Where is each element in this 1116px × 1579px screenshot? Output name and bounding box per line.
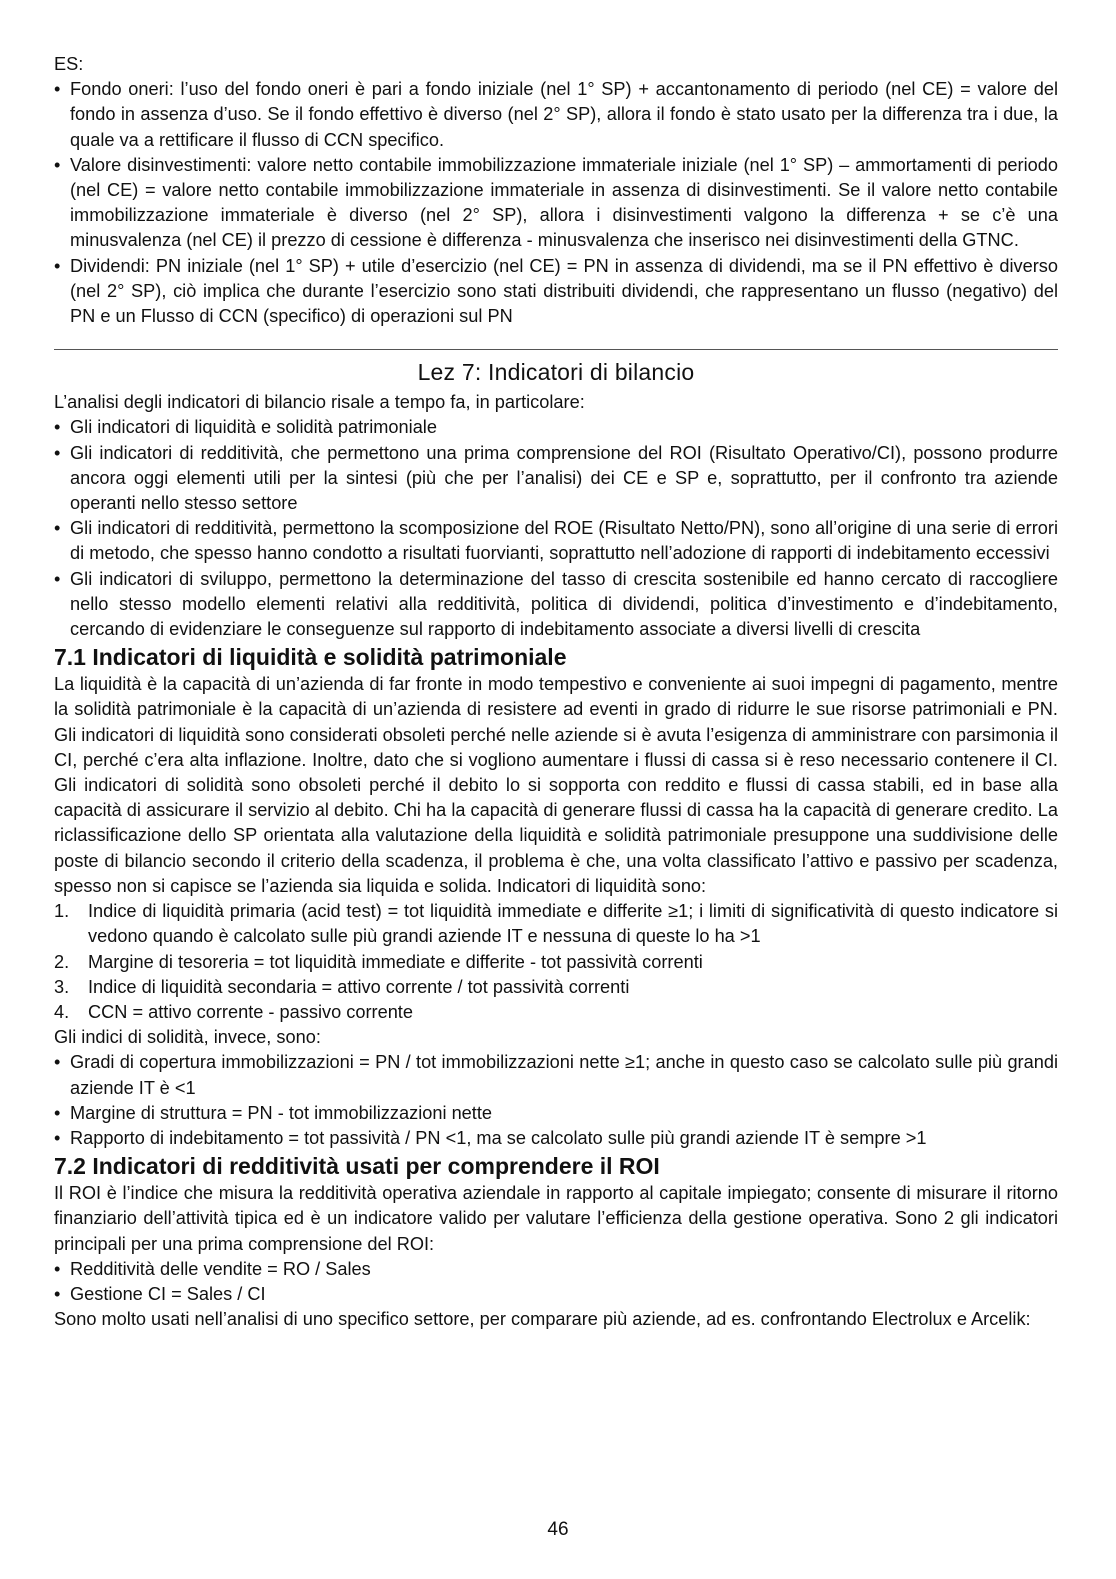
document-page: [54, 52, 1058, 1332]
section-7-1-title: 7.1 Indicatori di liquidità e solidità patrimoniale: [54, 644, 567, 671]
list-item: • Gli indicatori di sviluppo, permettono la determinazione del tasso di crescita sostenibile ed hanno cercato di raccogliere nello stesso modello elementi relativi alla redditività, politica di dividendi, politica d’investimento e d’indebitamento, cercando di evidenziare le conseguenze sul rapporto di indebitamento associate a diversi livelli di crescita: [54, 567, 1058, 643]
section-divider: [54, 349, 1058, 350]
list-number: 3.: [54, 976, 70, 997]
list-item-text: CCN = attivo corrente - passivo corrente: [88, 1001, 413, 1022]
section-7-2-title: 7.2 Indicatori di redditività usati per comprendere il ROI: [54, 1153, 660, 1180]
lesson-bullet-list: [54, 415, 1058, 642]
roi-bullet-list: [54, 1257, 1058, 1307]
solidity-bullet-list: [54, 1050, 1058, 1151]
es-label: ES:: [54, 54, 84, 74]
list-item-text: Margine di tesoreria = tot liquidità immediate e differite - tot passività correnti: [88, 951, 703, 972]
list-item: • Valore disinvestimenti: valore netto contabile immobilizzazione immateriale iniziale (nel 1° SP) – ammortamenti di periodo (nel CE) = valore netto contabile immobilizzazione immateriale in assenza di disinvestimenti. Se il valore netto contabile immobilizzazione immateriale è diverso (nel 2° SP), allora i disinvestimenti valgono la differenza + se c’è una minusvalenza (nel CE) il prezzo di cessione è differenza - minusvalenza che inserisco nei disinvestimenti della GTNC.: [54, 153, 1058, 254]
list-item: • Gli indicatori di redditività, permettono la scomposizione del ROE (Risultato Netto/PN), sono all’origine di una serie di errori di metodo, che spesso hanno condotto a risultati fuorvianti, soprattutto nell’adozione di rapporti di indebitamento eccessivi: [54, 516, 1058, 566]
liquidity-numbered-list: [54, 899, 1058, 1025]
list-item-text: Indice di liquidità secondaria = attivo corrente / tot passività correnti: [88, 976, 630, 997]
list-item: • Rapporto di indebitamento = tot passività / PN <1, ma se calcolato sulle più grandi aziende IT è sempre >1: [54, 1126, 1058, 1151]
list-item: [54, 899, 1058, 949]
list-item: • Gli indicatori di redditività, che permettono una prima comprensione del ROI (Risultato Operativo/CI), possono produrre ancora oggi elementi utili per la sintesi (più che per l’analisi) dei CE e SP e, soprattutto, per il confronto tra aziende operanti nello stesso settore: [54, 441, 1058, 517]
section-7-2-closing: Sono molto usati nell’analisi di uno specifico settore, per comparare più aziende, ad es. confrontando Electrolux e Arcelik:: [54, 1309, 1031, 1330]
list-number: 2.: [54, 951, 70, 972]
list-item: • Redditività delle vendite = RO / Sales: [54, 1257, 1058, 1282]
list-item: [54, 1000, 1058, 1025]
list-item: • Gli indicatori di liquidità e solidità patrimoniale: [54, 415, 1058, 440]
list-item: • Gradi di copertura immobilizzazioni = PN / tot immobilizzazioni nette ≥1; anche in questo caso se calcolato sulle più grandi aziende IT è <1: [54, 1050, 1058, 1100]
list-item: • Fondo oneri: l’uso del fondo oneri è pari a fondo iniziale (nel 1° SP) + accantonamento di periodo (nel CE) = valore del fondo in assenza d’uso. Se il fondo effettivo è diverso (nel 2° SP), allora il fondo è stato usato per la differenza tra i due, la quale va a rettificare il flusso di CCN specifico.: [54, 77, 1058, 153]
list-item: [54, 950, 1058, 975]
section-7-1-paragraph: La liquidità è la capacità di un’azienda di far fronte in modo tempestivo e conveniente ai suoi impegni di pagamento, mentre la solidità patrimoniale è la capacità di un’azienda di resistere ad eventi in grado di ridurre le sue risorse patrimoniali e PN. Gli indicatori di liquidità sono considerati obsoleti perché nelle aziende si è avuta l’esigenza di amministrare con parsimonia il CI, perché c’era alta inflazione. Inoltre, dato che si vogliono aumentare i flussi di cassa si è reso necessario contenere il CI. Gli indicatori di solidità sono obsoleti perché il debito lo si sopporta con reddito e flussi di cassa stabili, ed in base alla capacità di assicurare il servizio al debito. Chi ha la capacità di generare flussi di cassa ha la capacità di generare credito. La riclassificazione dello SP orientata alla valutazione della liquidità e solidità patrimoniale presuppone una suddivisione delle poste di bilancio secondo il criterio della scadenza, il problema è che, una volta classificato l’attivo e passivo per scadenza, spesso non si capisce se l’azienda sia liquida e solida. Indicatori di liquidità sono:: [54, 674, 1058, 896]
list-item: • Gestione CI = Sales / CI: [54, 1282, 1058, 1307]
list-item: • Dividendi: PN iniziale (nel 1° SP) + utile d’esercizio (nel CE) = PN in assenza di dividendi, ma se il PN effettivo è diverso (nel 2° SP), ciò implica che durante l’esercizio sono stati distribuiti dividendi, che rappresentano un flusso (negativo) del PN e un Flusso di CCN (specifico) di operazioni sul PN: [54, 254, 1058, 330]
list-number: 4.: [54, 1001, 70, 1022]
list-item: • Margine di struttura = PN - tot immobilizzazioni nette: [54, 1101, 1058, 1126]
solidity-intro: Gli indici di solidità, invece, sono:: [54, 1027, 321, 1048]
es-bullet-list: [54, 77, 1058, 329]
section-7-2-paragraph: Il ROI è l’indice che misura la redditività operativa aziendale in rapporto al capitale impiegato; consente di misurare il ritorno finanziario dell’attività tipica ed è un indicatore valido per valutare l’efficienza della gestione operativa. Sono 2 gli indicatori principali per una prima comprensione del ROI:: [54, 1183, 1058, 1254]
lesson-intro: L’analisi degli indicatori di bilancio risale a tempo fa, in particolare:: [54, 392, 585, 413]
page-number: 46: [547, 1519, 569, 1540]
list-number: 1.: [54, 901, 70, 922]
list-item-text: Indice di liquidità primaria (acid test) = tot liquidità immediate e differite ≥1; i limiti di significatività di questo indicatore si vedono quando è calcolato sulle più grandi aziende IT e nessuna di queste lo ha >1: [88, 901, 1058, 947]
lesson-title: Lez 7: Indicatori di bilancio: [417, 359, 695, 386]
list-item: [54, 975, 1058, 1000]
